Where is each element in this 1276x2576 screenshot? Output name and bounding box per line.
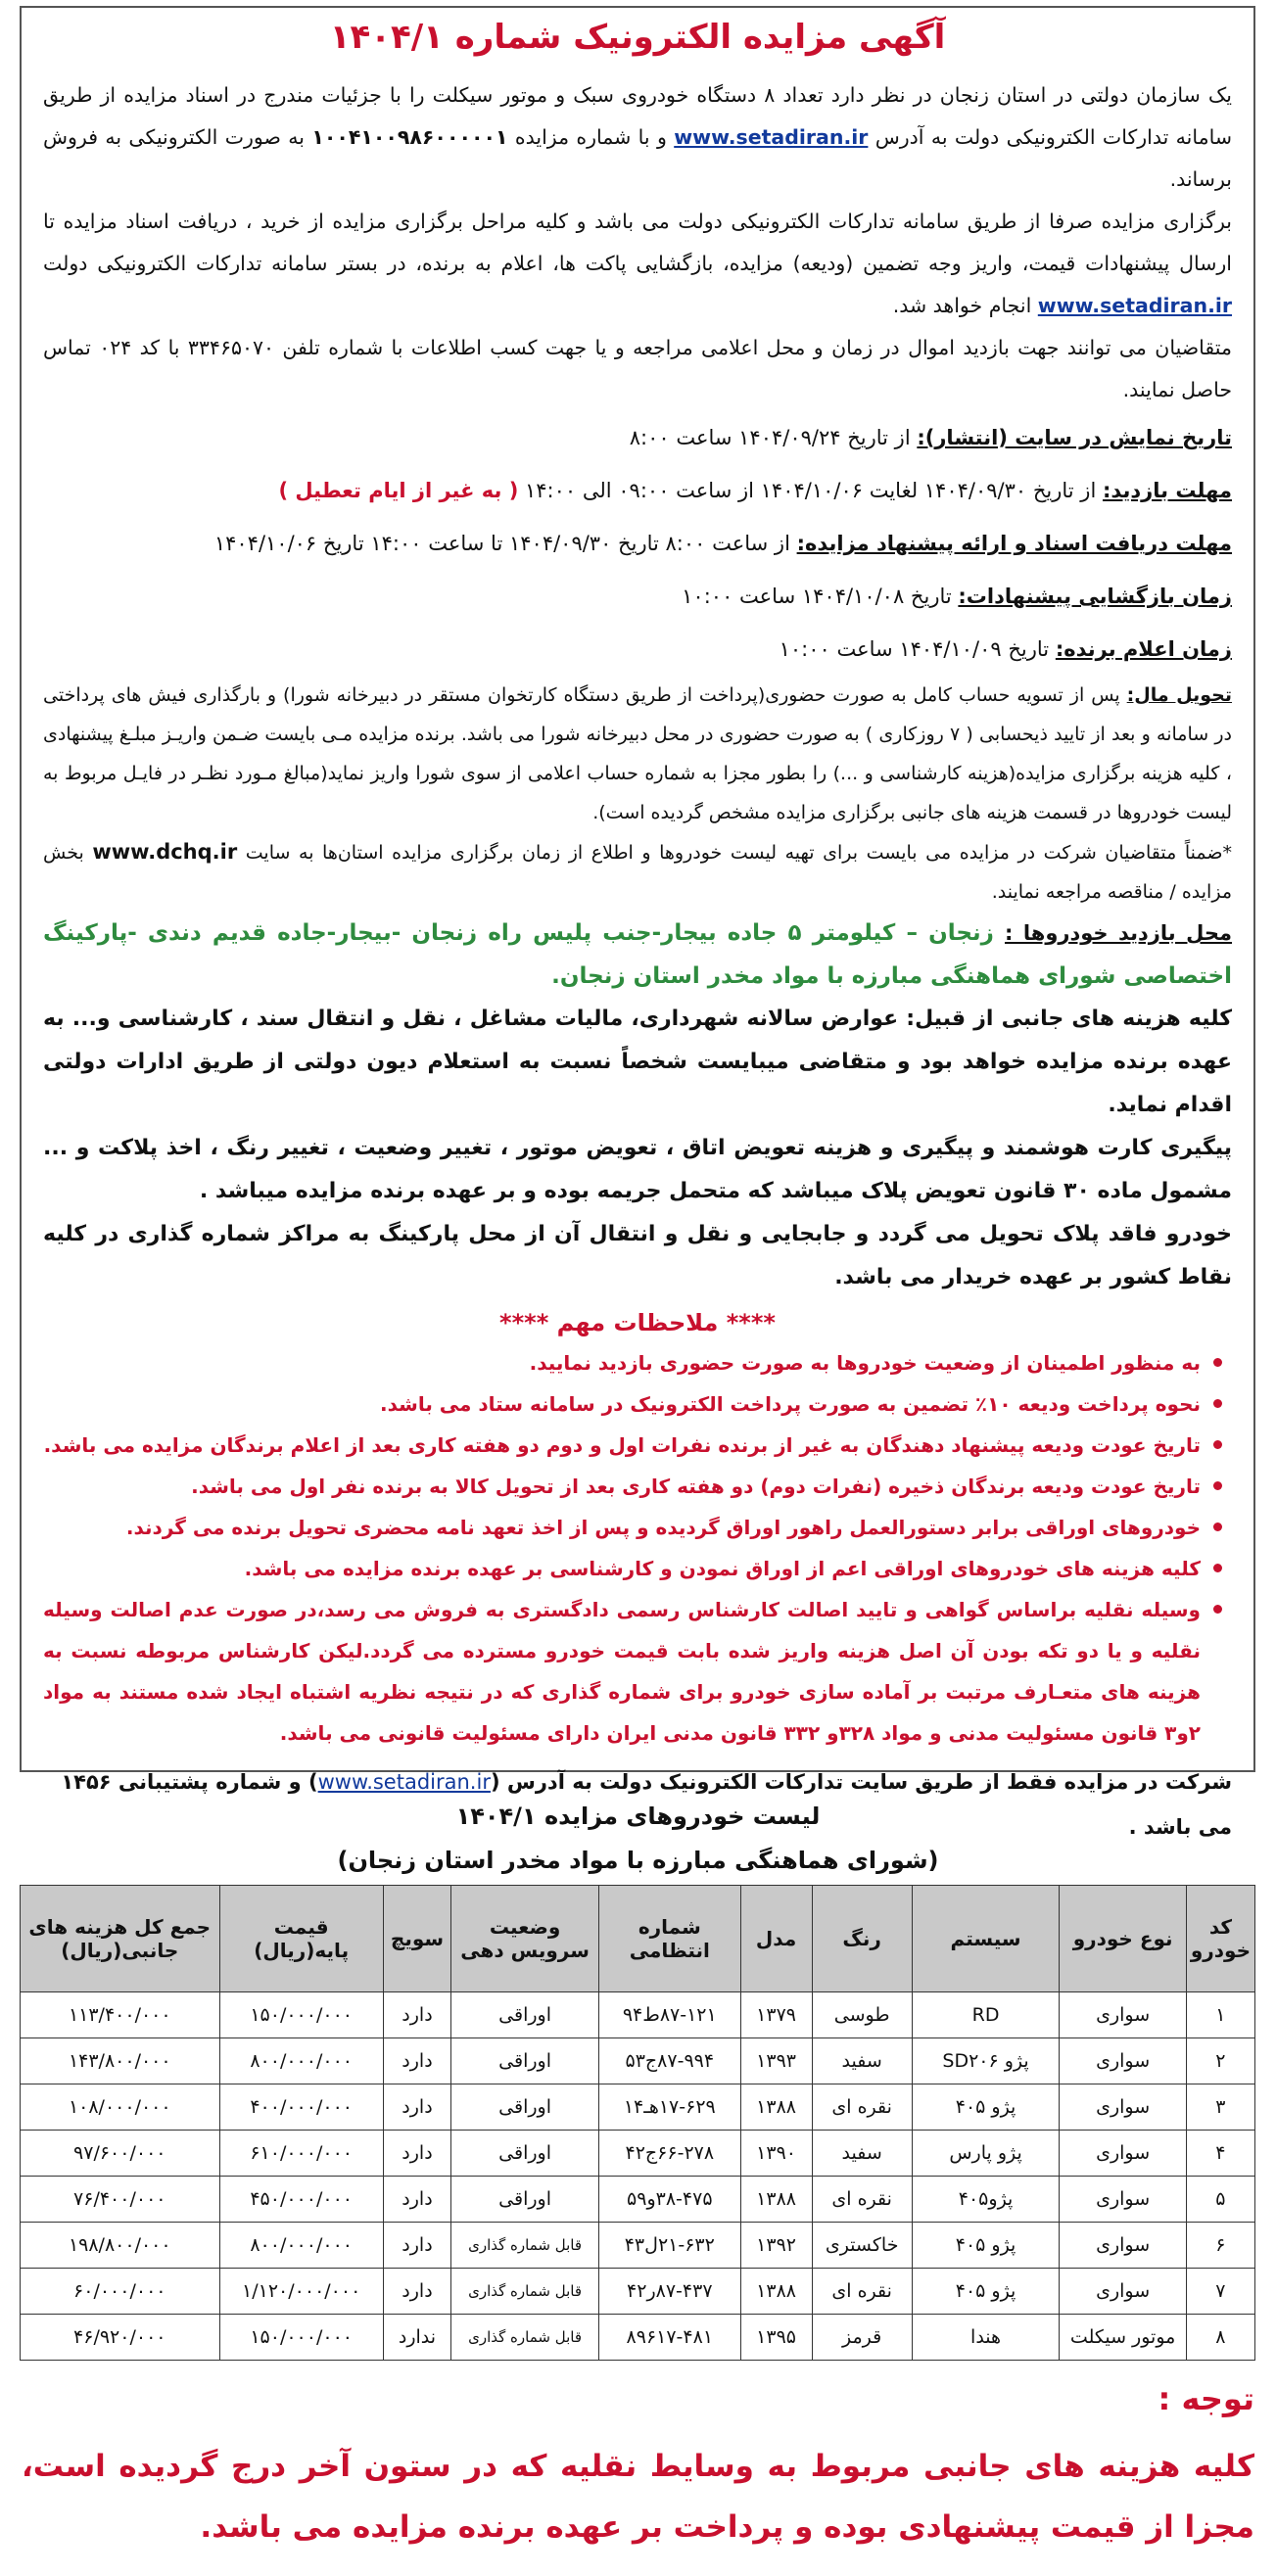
announcement-title: آگهی مزایده الکترونیک شماره ۱۴۰۴/۱ [329, 18, 946, 57]
table-row [21, 2223, 1255, 2269]
location-value: زنجان – کیلومتر ۵ جاده بیجار-جنب پلیس راه زنجان -بیجار-جاده قدیم دندی -پارکینگ اختصاصی شورای هماهنگی مبارزه با مواد مخدر استان زنجان. [43, 920, 1232, 989]
cell-switch: دارد [383, 1992, 450, 2038]
cell-base-price: ۶۱۰/۰۰۰/۰۰۰ [219, 2131, 383, 2177]
cell-base-price: ۴۵۰/۰۰۰/۰۰۰ [219, 2177, 383, 2223]
footer-link[interactable]: www.setadiran.ir [317, 1770, 491, 1794]
note-item: وسیله نقلیه براساس گواهی و تایید اصالت کارشناس رسمی دادگستری به فروش می رسد،در صورت عدم اصالت وسیله نقلیه و یا دو تکه بودن آن اصل هزینه واریز شده بابت قیمت خودرو مسترده می گردد.لیکن کارشناس مربوطه نسبت به هزینه های متعـارف مرتبت بر آماده سازی خودرو برای شماره گذاری که در نتیجه نظریه اشتباه ایجاد شده مستند به مواد ۲و۳ قانون مسئولیت مدنی و مواد ۳۲۸و ۳۳۲ قانون مدنی ایران دارای مسئولیت قانونی می باشد. [43, 1589, 1222, 1754]
col-model: مدل [740, 1886, 812, 1992]
cell-color: طوسی [812, 1992, 912, 2038]
note-item: خودروهای اوراقی برابر دستورالعمل راهور اوراق گردیده و پس از اخذ تعهد نامه محضری تحویل برنده می گردند. [43, 1507, 1222, 1548]
location-paragraph [43, 912, 1232, 998]
holiday-note: ( به غیر از ایام تعطیل ) [278, 479, 519, 502]
cell-total-costs: ۹۷/۶۰۰/۰۰۰ [21, 2131, 220, 2177]
col-system: سیستم [912, 1886, 1060, 1992]
note-item: تاریخ عودت ودیعه برندگان ذخیره (نفرات دوم) دو هفته کاری بعد از تحویل کالا به برنده نفر اول می باشد. [43, 1466, 1222, 1507]
footer-text: شرکت در مزایده فقط از طریق سایت تدارکات الکترونیک دولت به آدرس ( [490, 1770, 1232, 1794]
dchq-link[interactable]: www.dchq.ir [92, 840, 238, 864]
dchq-paragraph [43, 832, 1232, 912]
cell-color: سفید [812, 2131, 912, 2177]
intro-text-mid: و با شماره مزایده [507, 125, 675, 149]
cell-code: ۷ [1186, 2269, 1254, 2315]
display-date-label: تاریخ نمایش در سایت (انتشار): [917, 426, 1232, 449]
col-color: رنگ [812, 1886, 912, 1992]
cell-total-costs: ۴۶/۹۲۰/۰۰۰ [21, 2315, 220, 2361]
cell-total-costs: ۶۰/۰۰۰/۰۰۰ [21, 2269, 220, 2315]
cell-type: سواری [1060, 2269, 1186, 2315]
cell-switch: دارد [383, 2223, 450, 2269]
cell-color: سفید [812, 2038, 912, 2084]
cell-plate: ۸۷-۱۲۱ط۹۴ [599, 1992, 741, 2038]
col-plate: شماره انتظامی [599, 1886, 741, 1992]
note-item: کلیه هزینه های خودروهای اوراقی اعم از اوراق نمودن و کارشناسی بر عهده برنده مزایده می باشد. [43, 1548, 1222, 1589]
table-row [21, 2038, 1255, 2084]
note-body: کلیه هزینه های جانبی مربوط به وسایط نقلیه که در ستون آخر درج گردیده است، مجزا از قیمت پیشنهادی بوده و پرداخت بر عهده برنده مزایده می باشد. [22, 2449, 1254, 2545]
col-base-price: قیمت پایه(ریال) [219, 1886, 383, 1992]
costs-paragraph: کلیه هزینه های جانبی از قبیل: عوارض سالانه شهرداری، مالیات مشاغل ، نقل و انتقال سند ، کارشناسی و... به عهده برنده مزایده خواهد بود و متقاضی میبایست شخصاً نسبت به استعلام دیون دولتی از طریق ادارات دولتی اقدام نماید. [43, 1007, 1232, 1117]
card-paragraph: پیگیری کارت هوشمند و پیگیری و هزینه تعویض اتاق ، تعویض موتور ، تغییر وضعیت ، تغییر رنگ ، اخذ پلاکت و ... مشمول ماده ۳۰ قانون تعویض پلاک میباشد که متحمل جریمه بوده و بر عهده برنده مزایده میباشد . [43, 1136, 1232, 1203]
cell-service: قابل شماره گذاری [451, 2269, 599, 2315]
cell-plate: ۳۸-۴۷۵و۵۹ [599, 2177, 741, 2223]
table-row [21, 2131, 1255, 2177]
cell-plate: ۶۶-۲۷۸ج۴۲ [599, 2131, 741, 2177]
cell-system: پژو ۴۰۵ [912, 2223, 1060, 2269]
col-total-costs: جمع کل هزینه های جانبی(ریال) [21, 1886, 220, 1992]
note-item: نحوه پرداخت ودیعه ۱۰٪ تضمین به صورت پرداخت الکترونیک در سامانه ستاد می باشد. [43, 1383, 1222, 1425]
cell-code: ۸ [1186, 2315, 1254, 2361]
opening-row [43, 570, 1232, 623]
docs-deadline-label: مهلت دریافت اسناد و ارائه پیشنهاد مزایده: [796, 532, 1232, 555]
cell-plate: ۸۷-۴۳۷ر۴۲ [599, 2269, 741, 2315]
cell-type: سواری [1060, 2038, 1186, 2084]
delivery-paragraph [43, 676, 1232, 832]
delivery-value: پس از تسویه حساب کامل به صورت حضوری(پرداخت از طریق دستگاه کارتخوان مستقر در دبیرخانه شورا) و بارگذاری فیش های پرداختی در سامانه و بعد از تایید ذیحسابی ( ۷ روزکاری ) به صورت حضوری در محل دبیرخانه شورا می باشد. برنده مزایده مـی بایست ضـمن واریـز مبلـغ پیشنهادی ، کلیه هزینه برگزاری مزایده(هزینه کارشناسی و ...) را بطور مجزا به شماره حساب اعلامی از سوی شورا واریز نماید(مبالغ مـورد نظـر در فایـل مربوط به لیست خودروها در قسمت هزینه های جانبی برگزاری مزایده مشخص گردیده است). [43, 684, 1232, 823]
process-text: برگزاری مزایده صرفا از طریق سامانه تدارکات الکترونیکی دولت می باشد و کلیه مراحل برگزاری مزایده از خرید ، دریافت اسناد مزایده تا ارسال پیشنهادات قیمت، واریز وجه تضمین (ودیعه) مزایده، بازگشایی پاکت ها، اعلام به برنده، در بستر سامانه تدارکات الکترونیکی دولت [43, 210, 1232, 275]
note-heading: توجه : [1158, 2380, 1254, 2417]
cell-system: پژو SD۲۰۶ [912, 2038, 1060, 2084]
cell-code: ۱ [1186, 1992, 1254, 2038]
cell-base-price: ۸۰۰/۰۰۰/۰۰۰ [219, 2223, 383, 2269]
cell-switch: دارد [383, 2084, 450, 2131]
cell-total-costs: ۱۱۳/۴۰۰/۰۰۰ [21, 1992, 220, 2038]
cell-plate: ۸۹۶۱۷-۴۸۱ [599, 2315, 741, 2361]
delivery-label: تحویل مال: [1126, 684, 1232, 706]
cell-color: نقره ای [812, 2269, 912, 2315]
cell-system: پژو ۴۰۵ [912, 2269, 1060, 2315]
col-switch: سویچ [383, 1886, 450, 1992]
intro-paragraph [43, 74, 1232, 201]
process-paragraph [43, 201, 1232, 327]
cell-type: سواری [1060, 2223, 1186, 2269]
visit-deadline-label: مهلت بازدید: [1102, 479, 1232, 502]
cell-service: اوراقی [451, 2177, 599, 2223]
process-text-post: انجام خواهد شد. [892, 294, 1038, 317]
cell-system: هندا [912, 2315, 1060, 2361]
winner-row [43, 623, 1232, 676]
cell-model: ۱۳۸۸ [740, 2269, 812, 2315]
note-item: تاریخ عودت ودیعه پیشنهاد دهندگان به غیر از برنده نفرات اول و دوم دو هفته کاری بعد از اعلام برندگان مزایده می باشد. [43, 1425, 1222, 1466]
cell-type: موتور سیکلت [1060, 2315, 1186, 2361]
cell-code: ۲ [1186, 2038, 1254, 2084]
cell-service: اوراقی [451, 1992, 599, 2038]
cell-color: قرمز [812, 2315, 912, 2361]
cell-type: سواری [1060, 2084, 1186, 2131]
cell-system: پژو۴۰۵ [912, 2177, 1060, 2223]
cell-color: نقره ای [812, 2177, 912, 2223]
cell-service: قابل شماره گذاری [451, 2223, 599, 2269]
cell-model: ۱۳۹۲ [740, 2223, 812, 2269]
cell-system: RD [912, 1992, 1060, 2038]
cell-model: ۱۳۹۵ [740, 2315, 812, 2361]
opening-value: تاریخ ۱۴۰۴/۱۰/۰۸ ساعت ۱۰:۰۰ [682, 585, 959, 608]
cell-system: پژو ۴۰۵ [912, 2084, 1060, 2131]
docs-deadline-value: از ساعت ۸:۰۰ تاریخ ۱۴۰۴/۰۹/۳۰ تا ساعت ۱۴:۰۰ تاریخ ۱۴۰۴/۱۰/۰۶ [213, 532, 797, 555]
footer-text-post: ) و شماره پشتیبانی ۱۴۵۶ می باشد . [61, 1770, 1232, 1839]
cell-model: ۱۳۹۰ [740, 2131, 812, 2177]
dchq-text: *ضمناً متقاضیان شرکت در مزایده می بایست برای تهیه لیست خودروها و اطلاع از زمان برگزاری مزایده استان‌ها به سایت [237, 842, 1232, 864]
auction-number: ۱۰۰۴۱۰۰۹۸۶۰۰۰۰۰۱ [311, 125, 508, 149]
cell-code: ۳ [1186, 2084, 1254, 2131]
display-date-row [43, 411, 1232, 464]
cell-type: سواری [1060, 2177, 1186, 2223]
intro-text: یک سازمان دولتی در استان زنجان در نظر دارد تعداد ۸ دستگاه خودروی سبک و موتور سیکلت را با جزئیات مندرج در اسناد مزایده از طریق سامانه تدارکات الکترونیکی دولت به آدرس [43, 83, 1232, 149]
table-row [21, 2177, 1255, 2223]
cell-system: پژو پارس [912, 2131, 1060, 2177]
cell-plate: ۲۱-۶۳۲ل۴۳ [599, 2223, 741, 2269]
winner-value: تاریخ ۱۴۰۴/۱۰/۰۹ ساعت ۱۰:۰۰ [779, 637, 1056, 661]
table-row [21, 2269, 1255, 2315]
cell-type: سواری [1060, 1992, 1186, 2038]
vehicles-table [20, 1885, 1255, 2361]
cell-total-costs: ۱۹۸/۸۰۰/۰۰۰ [21, 2223, 220, 2269]
table-row [21, 2084, 1255, 2131]
cell-service: قابل شماره گذاری [451, 2315, 599, 2361]
cell-code: ۵ [1186, 2177, 1254, 2223]
list-subtitle: (شورای هماهنگی مبارزه با مواد مخدر استان زنجان) [337, 1847, 939, 1874]
cell-base-price: ۱۵۰/۰۰۰/۰۰۰ [219, 1992, 383, 2038]
docs-deadline-row [43, 517, 1232, 570]
cell-switch: دارد [383, 2177, 450, 2223]
visit-deadline-row [43, 464, 1232, 517]
cell-code: ۴ [1186, 2131, 1254, 2177]
cell-plate: ۸۷-۹۹۴ج۵۳ [599, 2038, 741, 2084]
winner-label: زمان اعلام برنده: [1055, 637, 1232, 661]
opening-label: زمان بازگشایی پیشنهادات: [958, 585, 1232, 608]
col-code: کد خودرو [1186, 1886, 1254, 1992]
cell-service: اوراقی [451, 2038, 599, 2084]
cell-type: سواری [1060, 2131, 1186, 2177]
cell-model: ۱۳۸۸ [740, 2177, 812, 2223]
cell-model: ۱۳۸۸ [740, 2084, 812, 2131]
list-title: لیست خودروهای مزایده ۱۴۰۴/۱ [455, 1803, 821, 1830]
col-type: نوع خودرو [1060, 1886, 1186, 1992]
cell-model: ۱۳۹۳ [740, 2038, 812, 2084]
plate-paragraph: خودرو فاقد پلاک تحویل می گردد و جابجایی و نقل و انتقال آن از محل پارکینگ به مراکز شماره گذاری در کلیه نقاط کشور بر عهده خریدار می باشد. [43, 1222, 1232, 1289]
cell-total-costs: ۷۶/۴۰۰/۰۰۰ [21, 2177, 220, 2223]
cell-base-price: ۱/۱۲۰/۰۰۰/۰۰۰ [219, 2269, 383, 2315]
cell-service: اوراقی [451, 2131, 599, 2177]
note-item: به منظور اطمینان از وضعیت خودروها به صورت حضوری بازدید نمایید. [43, 1342, 1222, 1383]
setadiran-link[interactable]: www.setadiran.ir [674, 125, 869, 149]
cell-model: ۱۳۷۹ [740, 1992, 812, 2038]
cell-code: ۶ [1186, 2223, 1254, 2269]
cell-color: نقره ای [812, 2084, 912, 2131]
visit-deadline-value: از تاریخ ۱۴۰۴/۰۹/۳۰ لغایت ۱۴۰۴/۱۰/۰۶ از ساعت ۰۹:۰۰ الی ۱۴:۰۰ [518, 479, 1103, 502]
intro-text-post: به صورت الکترونیکی به فروش برساند. [43, 125, 1232, 191]
cell-base-price: ۴۰۰/۰۰۰/۰۰۰ [219, 2084, 383, 2131]
cell-switch: ندارد [383, 2315, 450, 2361]
cell-switch: دارد [383, 2269, 450, 2315]
cell-total-costs: ۱۴۳/۸۰۰/۰۰۰ [21, 2038, 220, 2084]
table-row [21, 1992, 1255, 2038]
cell-base-price: ۸۰۰/۰۰۰/۰۰۰ [219, 2038, 383, 2084]
process-link[interactable]: www.setadiran.ir [1037, 294, 1232, 317]
cell-plate: ۱۷-۶۲۹هـ۱۴ [599, 2084, 741, 2131]
cell-switch: دارد [383, 2131, 450, 2177]
dchq-text-post: بخش مزایده / مناقصه مراجعه نمایند. [43, 842, 1232, 903]
cell-service: اوراقی [451, 2084, 599, 2131]
location-label: محل بازدید خودروها : [1005, 921, 1233, 945]
cell-color: خاکستری [812, 2223, 912, 2269]
display-date-value: از تاریخ ۱۴۰۴/۰۹/۲۴ ساعت ۸:۰۰ [629, 426, 918, 449]
table-row [21, 2315, 1255, 2361]
table-body [21, 1992, 1255, 2361]
cell-base-price: ۱۵۰/۰۰۰/۰۰۰ [219, 2315, 383, 2361]
important-notes-list [43, 1342, 1232, 1754]
table-header-row [21, 1886, 1255, 1992]
cell-total-costs: ۱۰۸/۰۰۰/۰۰۰ [21, 2084, 220, 2131]
cell-switch: دارد [383, 2038, 450, 2084]
notes-title: **** ملاحظات مهم **** [499, 1309, 776, 1336]
visit-info-paragraph: متقاضیان می توانند جهت بازدید اموال در زمان و محل اعلامی مراجعه و یا جهت کسب اطلاعات با شماره تلفن ۳۳۴۶۵۰۷۰ با کد ۰۲۴ تماس حاصل نمایند. [43, 336, 1232, 401]
col-service: وضعیت سرویس دهی [451, 1886, 599, 1992]
